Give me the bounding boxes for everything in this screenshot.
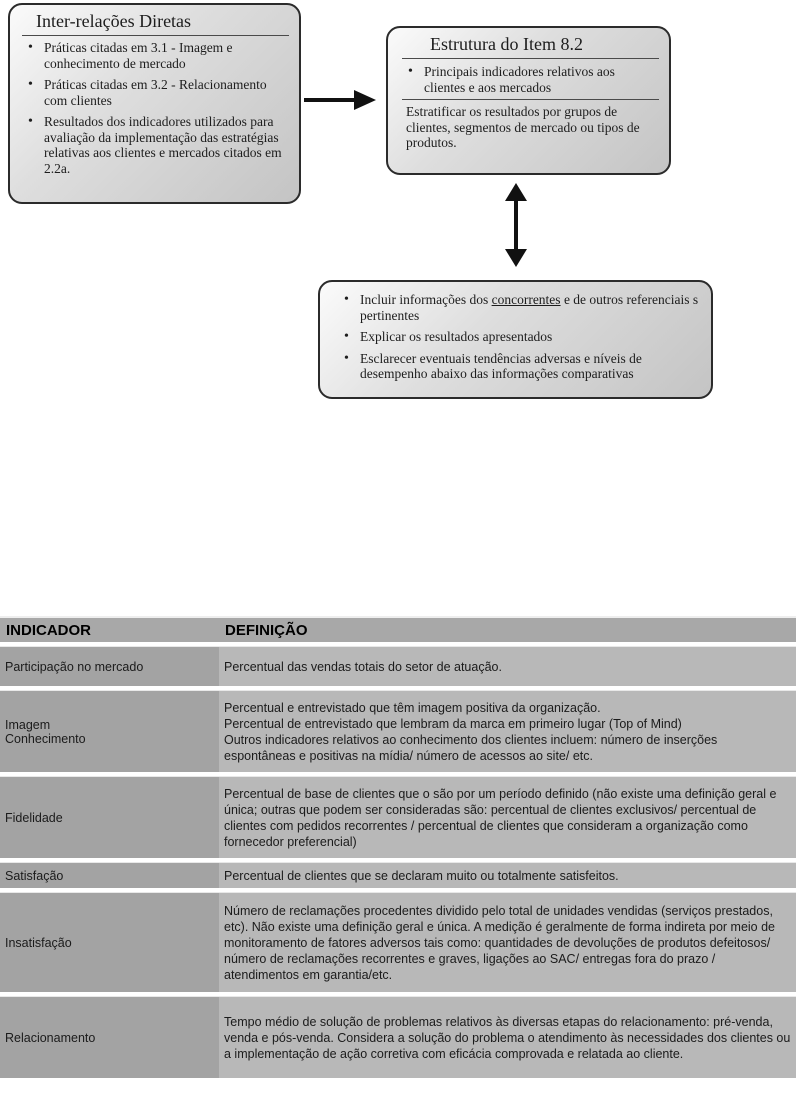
inter-relacoes-item: • Resultados dos indicadores utilizados para avaliação da implementação das estratégias relativas aos clientes e mercados citados em 2.2a. — [22, 114, 289, 176]
incluir-item: • Explicar os resultados apresentados — [338, 329, 701, 345]
inter-relacoes-title: Inter-relações Diretas — [36, 11, 192, 31]
table-row — [0, 862, 796, 888]
concorrentes-underlined: concorrentes — [491, 292, 561, 307]
indicator-definition: Percentual e entrevistado que têm imagem positiva da organização. Percentual de entrevistado que lembram da marca em primeiro lugar (Top of Mind) Outros indicadores relativos ao conhecimento dos clientes incluem: número de inserções espontâneas e positivas na mídia/ número de acessos ao site/ etc. — [219, 690, 796, 772]
indicator-name: Insatisfação — [0, 892, 219, 992]
inter-relacoes-list — [22, 40, 289, 176]
vertical-double-arrow-icon — [503, 183, 529, 267]
incluir-list — [338, 292, 701, 382]
indicator-definition: Número de reclamações procedentes dividido pelo total de unidades vendidas (serviços prestados, etc). Não existe uma definição geral e única. A medição é geralmente de forma indireta por meio de monitoramento de fatores adversos tais como: quantidades de devoluções de produtos defeitosos/ número de reclamações recorrentes e graves, ligações ao SAC/ entregas fora do prazo / atendimentos em garantia/etc. — [219, 892, 796, 992]
table-row — [0, 996, 796, 1078]
table-row — [0, 646, 796, 686]
indicator-name: Participação no mercado — [0, 646, 219, 686]
indicator-name: Imagem Conhecimento — [0, 690, 219, 772]
indicator-name: Relacionamento — [0, 996, 219, 1078]
estrutura-item: • Principais indicadores relativos aos clientes e aos mercados — [402, 64, 659, 95]
header-definicao: DEFINIÇÃO — [219, 616, 796, 642]
indicator-definition: Percentual de clientes que se declaram muito ou totalmente satisfeitos. — [219, 862, 796, 888]
estrutura-box — [386, 26, 671, 175]
estrutura-list — [402, 64, 659, 95]
table-row — [0, 776, 796, 858]
incluir-item: • Esclarecer eventuais tendências adversas e níveis de desempenho abaixo das informações comparativas — [338, 351, 701, 382]
title-divider — [22, 35, 289, 36]
indicator-name: Fidelidade — [0, 776, 219, 858]
indicator-definition: Tempo médio de solução de problemas relativos às diversas etapas do relacionamento: pré-venda, venda e pós-venda. Considera a solução do problema o atendimento às necessidades dos clientes ou a implementação de ação corretiva com eficácia comprovada e relatada ao cliente. — [219, 996, 796, 1078]
inter-relacoes-item: • Práticas citadas em 3.2 - Relacionamento com clientes — [22, 77, 289, 108]
indicator-definition: Percentual de base de clientes que o são por um período definido (não existe uma definição geral e única; outras que podem ser consideradas são: percentual de clientes exclusivos/ percentual de clientes com pedidos recorrentes / percentual de clientes que consideram a organização como fornecedor preferencial) — [219, 776, 796, 858]
incluir-box — [318, 280, 713, 399]
estrutura-note: Estratificar os resultados por grupos de clientes, segmentos de mercado ou tipos de produtos. — [406, 104, 640, 150]
incluir-item: • Incluir informações dos concorrentes e de outros referenciais s pertinentes — [338, 292, 701, 323]
indicator-name: Satisfação — [0, 862, 219, 888]
right-arrow-icon — [304, 88, 376, 112]
table-header-row — [0, 616, 796, 642]
indicator-table — [0, 612, 796, 1082]
header-indicador: INDICADOR — [0, 616, 219, 642]
table-row — [0, 690, 796, 772]
title-divider — [402, 58, 659, 59]
inter-relacoes-box — [8, 3, 301, 204]
inter-relacoes-item: • Práticas citadas em 3.1 - Imagem e conhecimento de mercado — [22, 40, 289, 71]
indicator-definition: Percentual das vendas totais do setor de atuação. — [219, 646, 796, 686]
section-divider — [402, 99, 659, 100]
table-row — [0, 892, 796, 992]
estrutura-title: Estrutura do Item 8.2 — [430, 34, 583, 54]
